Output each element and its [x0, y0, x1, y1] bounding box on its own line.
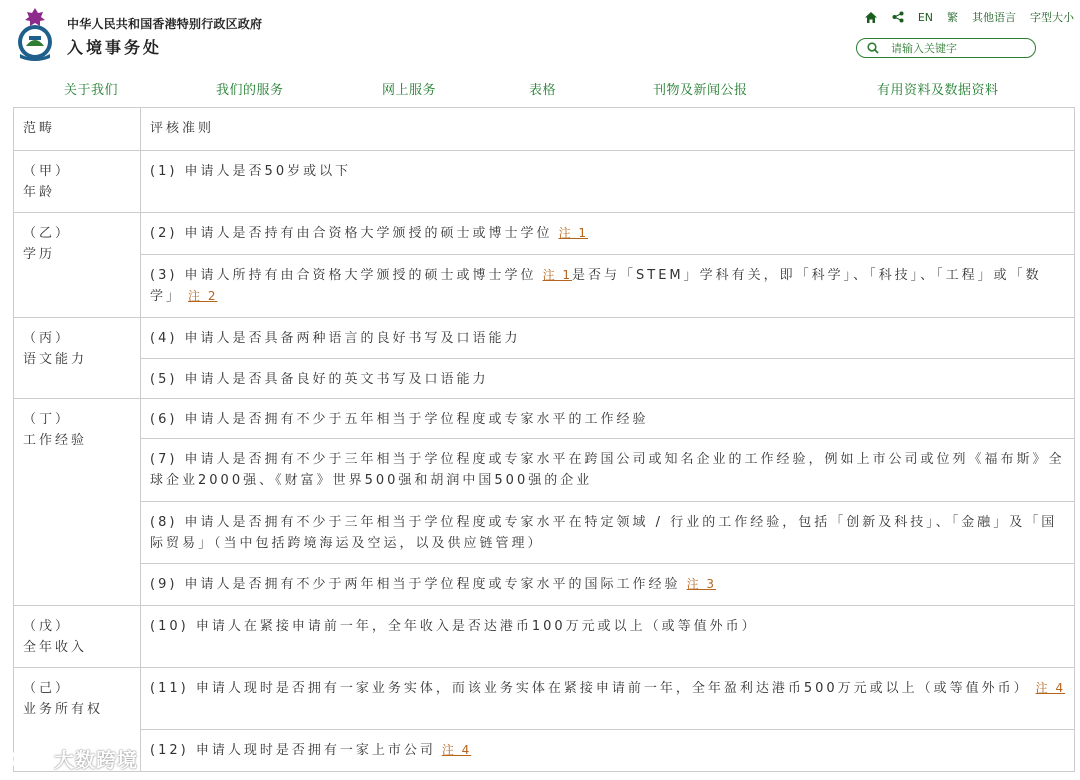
search-icon[interactable]: [867, 42, 879, 54]
main-nav: [0, 76, 1080, 98]
criterion-cell: [141, 151, 1075, 213]
criterion-cell: [141, 730, 1075, 772]
table-row: [14, 564, 1075, 606]
criterion-text: (2) 申请人是否持有由合资格大学颁授的硕士或博士学位: [150, 226, 553, 241]
top-utility-links: [850, 8, 1074, 26]
category-name: 业务所有权: [23, 702, 104, 717]
criterion-cell: [141, 318, 1075, 359]
criterion-text: (5) 申请人是否具备良好的英文书写及口语能力: [150, 372, 489, 387]
category-cell: [14, 151, 141, 213]
watermark-text: 大数跨境: [54, 748, 138, 772]
criterion-text: (12) 申请人现时是否拥有一家上市公司: [150, 743, 436, 758]
nav-our-services[interactable]: 我们的服务: [216, 83, 284, 98]
immigration-emblem-logo[interactable]: [12, 6, 58, 62]
table-row: [14, 502, 1075, 564]
category-marker: （丁）: [23, 412, 72, 427]
table-row: [14, 255, 1075, 318]
footnote-link[interactable]: 注 1: [558, 226, 589, 240]
criterion-text: (11) 申请人现时是否拥有一家业务实体，而该业务实体在紧接申请前一年，全年盈利达港币500万元或以上（或等值外币）: [150, 681, 1030, 696]
watermark: [10, 744, 138, 773]
category-cell: [14, 318, 141, 399]
nav-publications-press[interactable]: 刊物及新闻公报: [653, 83, 748, 98]
criterion-text: (8) 申请人是否拥有不少于三年相当于学位程度或专家水平在特定领域 / 行业的工作经验，包括「创新及科技」、「金融」及「国际贸易」（当中包括跨境海运及空运，以及供应链管理）: [150, 515, 1058, 551]
search-input[interactable]: [891, 42, 1021, 55]
column-header-criteria: 评核准则: [141, 108, 1075, 151]
table-header-row: [14, 108, 1075, 151]
table-row: [14, 318, 1075, 359]
criterion-cell: [141, 255, 1075, 318]
criterion-cell: [141, 502, 1075, 564]
home-icon[interactable]: [864, 11, 878, 24]
footnote-link[interactable]: 注 3: [686, 577, 717, 591]
criterion-cell: [141, 606, 1075, 668]
criterion-cell: [141, 564, 1075, 606]
category-marker: （己）: [23, 681, 72, 696]
table-row: [14, 151, 1075, 213]
criterion-cell: [141, 668, 1075, 730]
category-marker: （丙）: [23, 331, 72, 346]
footnote-link[interactable]: 注 4: [1035, 681, 1066, 695]
table-row: [14, 668, 1075, 730]
criterion-cell: [141, 439, 1075, 502]
assessment-criteria-table: [13, 107, 1075, 772]
lang-traditional-link[interactable]: 繁: [947, 11, 958, 24]
footnote-link[interactable]: 注 2: [188, 289, 218, 303]
category-cell: [14, 399, 141, 606]
criterion-text: (4) 申请人是否具备两种语言的良好书写及口语能力: [150, 331, 521, 346]
category-cell: [14, 606, 141, 668]
share-icon[interactable]: [892, 11, 904, 23]
table-row: [14, 439, 1075, 502]
criterion-cell: [141, 359, 1075, 399]
criterion-text: (1) 申请人是否50岁或以下: [150, 164, 352, 179]
criterion-text: (3) 申请人所持有由合资格大学颁授的硕士或博士学位: [150, 268, 537, 283]
criterion-text: 是否与「STEM」学科有关，即「科学」、「科技」、「工程」或「数学」: [150, 268, 1042, 304]
criterion-text: (10) 申请人在紧接申请前一年，全年收入是否达港币100万元或以上（或等值外币）: [150, 619, 758, 634]
table-row: [14, 606, 1075, 668]
criterion-cell: [141, 399, 1075, 439]
nav-forms[interactable]: 表格: [529, 83, 557, 98]
footnote-link[interactable]: 注 4: [441, 743, 472, 757]
category-name: 全年收入: [23, 640, 88, 655]
criterion-text: (6) 申请人是否拥有不少于五年相当于学位程度或专家水平的工作经验: [150, 412, 649, 427]
column-header-category: 范畴: [14, 108, 141, 151]
watermark-logo-icon: [10, 747, 50, 771]
category-marker: （甲）: [23, 164, 72, 179]
category-name: 语文能力: [23, 352, 88, 367]
criterion-text: (7) 申请人是否拥有不少于三年相当于学位程度或专家水平在跨国公司或知名企业的工作经验，例如上市公司或位列《福布斯》全球企业2000强、《财富》世界500强和胡润中国500强的企业: [150, 452, 1065, 488]
nav-online-services[interactable]: 网上服务: [382, 83, 437, 98]
site-header: [0, 0, 1080, 66]
category-cell: [14, 213, 141, 318]
table-row: [14, 730, 1075, 772]
government-title: 中华人民共和国香港特别行政区政府: [67, 17, 263, 31]
footnote-link[interactable]: 注 1: [542, 268, 573, 282]
category-marker: （戊）: [23, 619, 72, 634]
nav-useful-info-statistics[interactable]: 有用资料及数据资料: [877, 83, 999, 98]
other-languages-link[interactable]: 其他语言: [972, 11, 1016, 24]
font-size-link[interactable]: 字型大小: [1030, 11, 1074, 24]
department-title[interactable]: 入境事务处: [67, 38, 163, 57]
nav-about-us[interactable]: 关于我们: [64, 83, 119, 98]
lang-en-link[interactable]: EN: [917, 10, 933, 24]
table-row: [14, 399, 1075, 439]
criterion-text: (9) 申请人是否拥有不少于两年相当于学位程度或专家水平的国际工作经验: [150, 577, 681, 592]
category-name: 年龄: [23, 185, 56, 200]
category-marker: （乙）: [23, 226, 72, 241]
category-name: 工作经验: [23, 433, 88, 448]
criterion-cell: [141, 213, 1075, 255]
search-box[interactable]: [856, 38, 1036, 58]
table-row: [14, 213, 1075, 255]
table-row: [14, 359, 1075, 399]
category-name: 学历: [23, 247, 56, 262]
